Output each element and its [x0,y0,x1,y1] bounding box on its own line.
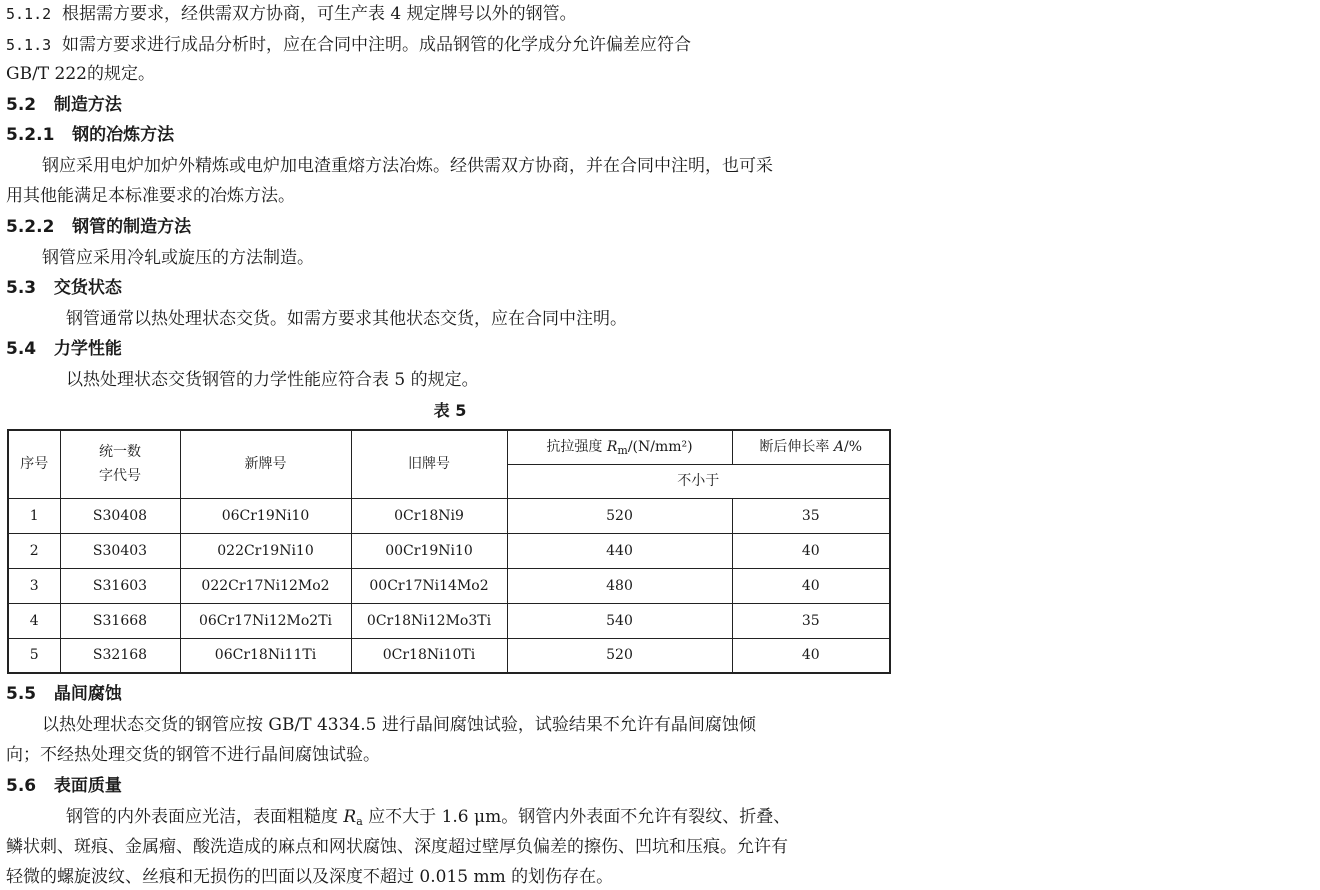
cell-old-grade: 0Cr18Ni10Ti [351,638,507,673]
cell-seq: 5 [8,638,60,673]
cell-tensile: 480 [507,568,732,603]
roughness-symbol: R [343,807,357,827]
section-title: 晶间腐蚀 [53,684,122,704]
header-elongation [732,430,890,464]
section-heading-5-2-1 [6,124,174,146]
section-heading-5-2-2 [6,216,191,238]
section-number: 5.2.1 [6,125,55,145]
cell-seq: 1 [8,498,60,533]
cell-elongation: 40 [732,568,890,603]
clause-number: 5.1.3 [6,36,52,54]
paragraph-text: 以热处理状态交货的钢管应按 GB/T 4334.5 进行晶间腐蚀试验，试验结果不允许有晶间腐蚀倾 [42,715,756,735]
paragraph-line [6,866,613,888]
paragraph-text: 鳞状刺、斑痕、金属瘤、酸洗造成的麻点和网状腐蚀、深度超过壁厚负偏差的擦伤、凹坑和压痕。允许有 [6,837,788,857]
roughness-subscript: a [356,815,363,828]
cell-tensile: 440 [507,533,732,568]
header-code-line2: 字代号 [99,468,141,485]
cell-tensile: 520 [507,638,732,673]
table-caption: 表 5 [433,401,467,420]
header-symbol: R [606,439,618,456]
cell-code: S32168 [60,638,180,673]
header-symbol: A [833,439,845,456]
paragraph-text: 钢管的内外表面应光洁，表面粗糙度 [66,807,344,827]
header-unit: /% [844,439,863,456]
header-new-grade: 新牌号 [180,430,351,498]
cell-seq: 2 [8,533,60,568]
cell-code: S30408 [60,498,180,533]
header-text: 抗拉强度 [546,439,607,456]
header-seq: 序号 [8,430,60,498]
cell-elongation: 35 [732,498,890,533]
cell-old-grade: 0Cr18Ni12Mo3Ti [351,603,507,638]
section-heading-5-2 [6,94,122,116]
section-number: 5.5 [6,684,37,704]
paragraph-line [42,714,756,736]
header-unit: /(N/mm²) [627,439,693,456]
paragraph-line [6,836,788,858]
section-heading-5-4 [6,338,122,360]
section-title: 钢管的制造方法 [72,217,192,237]
cell-new-grade: 06Cr18Ni11Ti [180,638,351,673]
clause-text: GB/T 222的规定。 [6,64,155,84]
header-text: 断后伸长率 [759,439,834,456]
cell-old-grade: 00Cr19Ni10 [351,533,507,568]
clause-number: 5.1.2 [6,5,52,23]
clause-5-1-3-continued [6,63,155,85]
cell-tensile: 540 [507,603,732,638]
cell-elongation: 40 [732,638,890,673]
cell-old-grade: 00Cr17Ni14Mo2 [351,568,507,603]
table-row [8,533,890,568]
cell-new-grade: 06Cr17Ni12Mo2Ti [180,603,351,638]
clause-text: 根据需方要求，经供需双方协商，可生产表 4 规定牌号以外的钢管。 [61,4,577,24]
mechanical-properties-table [7,429,891,674]
section-number: 5.2 [6,95,37,115]
header-old-grade: 旧牌号 [351,430,507,498]
cell-new-grade: 022Cr19Ni10 [180,533,351,568]
cell-seq: 3 [8,568,60,603]
paragraph-text: 以热处理状态交货钢管的力学性能应符合表 5 的规定。 [66,370,479,390]
table-row [8,568,890,603]
cell-new-grade: 06Cr19Ni10 [180,498,351,533]
paragraph-text: 用其他能满足本标准要求的冶炼方法。 [6,186,295,206]
table-row [8,603,890,638]
paragraph-line [66,308,627,330]
paragraph-text: 应不大于 1.6 μm。钢管内外表面不允许有裂纹、折叠、 [362,807,791,827]
header-code-line1: 统一数 [99,444,141,461]
cell-code: S31603 [60,568,180,603]
cell-tensile: 520 [507,498,732,533]
cell-code: S31668 [60,603,180,638]
paragraph-text: 轻微的螺旋波纹、丝痕和无损伤的凹面以及深度不超过 0.015 mm 的划伤存在。 [6,867,614,887]
cell-new-grade: 022Cr17Ni12Mo2 [180,568,351,603]
table-row [8,498,890,533]
cell-elongation: 40 [732,533,890,568]
section-title: 制造方法 [53,95,122,115]
paragraph-line [6,185,295,207]
section-heading-5-5 [6,683,122,705]
section-number: 5.4 [6,339,37,359]
cell-old-grade: 0Cr18Ni9 [351,498,507,533]
section-title: 力学性能 [53,339,122,359]
paragraph-text: 向；不经热处理交货的钢管不进行晶间腐蚀试验。 [6,745,380,765]
clause-text: 如需方要求进行成品分析时，应在合同中注明。成品钢管的化学成分允许偏差应符合 [61,35,691,55]
section-title: 表面质量 [53,776,122,796]
section-number: 5.2.2 [6,217,55,237]
section-number: 5.3 [6,278,37,298]
paragraph-text: 钢管应采用冷轧或旋压的方法制造。 [42,248,314,268]
section-heading-5-3 [6,277,122,299]
cell-code: S30403 [60,533,180,568]
header-tensile-strength [507,430,732,464]
paragraph-text: 钢管通常以热处理状态交货。如需方要求其他状态交货，应在合同中注明。 [66,309,627,329]
paragraph-line [66,806,790,828]
section-title: 交货状态 [53,278,122,298]
cell-seq: 4 [8,603,60,638]
header-min-note: 不小于 [507,464,890,498]
paragraph-text: 钢应采用电炉加炉外精炼或电炉加电渣重熔方法冶炼。经供需双方协商，并在合同中注明，也可采 [42,156,773,176]
table-header-row [8,430,890,464]
paragraph-line [42,155,773,177]
header-unified-code [60,430,180,498]
section-heading-5-6 [6,775,122,797]
section-title: 钢的冶炼方法 [72,125,175,145]
cell-elongation: 35 [732,603,890,638]
paragraph-line [6,744,380,766]
table-row [8,638,890,673]
header-subscript: m [617,444,628,458]
clause-5-1-2 [6,3,577,25]
paragraph-line [66,369,479,391]
paragraph-line [42,247,314,269]
clause-5-1-3 [6,34,691,56]
section-number: 5.6 [6,776,37,796]
